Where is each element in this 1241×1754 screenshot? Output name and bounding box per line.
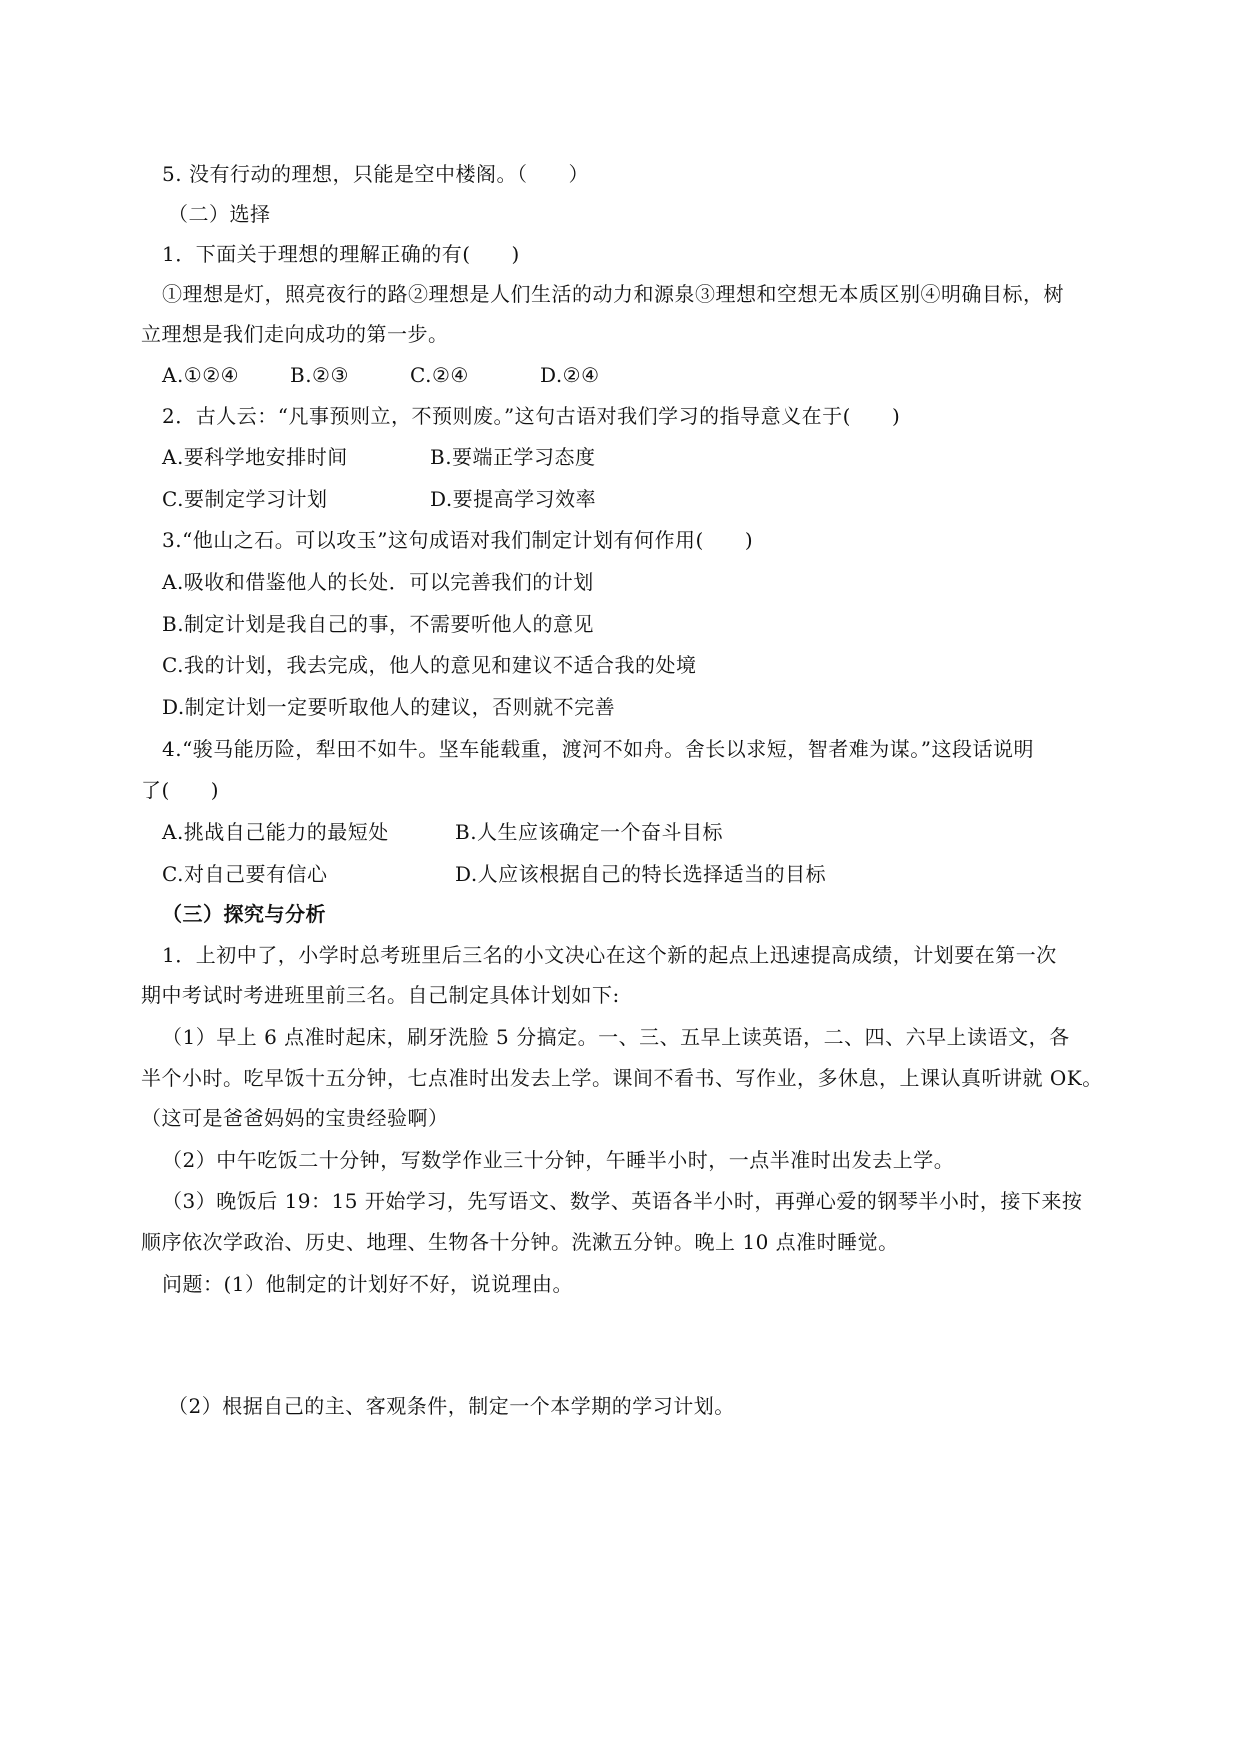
choice-q4-stem-line2: 了( )	[141, 778, 220, 802]
choice-q2-option-a: A.要科学地安排时间	[162, 445, 348, 469]
choice-q1-option-d: D.②④	[540, 363, 600, 387]
analysis-question-1: 问题：(1）他制定的计划好不好，说说理由。	[162, 1272, 574, 1296]
choice-q1-stem: 1．下面关于理想的理解正确的有( )	[162, 242, 520, 266]
choice-q3-option-a: A.吸收和借鉴他人的长处．可以完善我们的计划	[162, 570, 594, 594]
choice-q1-body-line1: ①理想是灯，照亮夜行的路②理想是人们生活的动力和源泉③理想和空想无本质区别④明确目标，树	[162, 282, 1064, 306]
choice-q3-option-b: B.制定计划是我自己的事，不需要听他人的意见	[162, 612, 595, 636]
choice-q2-option-d: D.要提高学习效率	[430, 487, 597, 511]
choice-q2-option-c: C.要制定学习计划	[162, 487, 328, 511]
analysis-q1-line2: 期中考试时考进班里前三名。自己制定具体计划如下:	[141, 983, 620, 1007]
plan-part2: （2）中午吃饭二十分钟，写数学作业三十分钟，午睡半小时，一点半准时出发去上学。	[162, 1148, 955, 1172]
section-title-choice: （二）选择	[168, 202, 271, 226]
plan-part3-line1: （3）晚饭后 19：15 开始学习，先写语文、数学、英语各半小时，再弹心爱的钢琴半小时，接下来按	[162, 1189, 1083, 1213]
analysis-question-2: （2）根据自己的主、客观条件，制定一个本学期的学习计划。	[168, 1394, 735, 1418]
plan-part3-line2: 顺序依次学政治、历史、地理、生物各十分钟。洗漱五分钟。晚上 10 点准时睡觉。	[141, 1230, 899, 1254]
choice-q3-stem: 3.“他山之石。可以攻玉”这句成语对我们制定计划有何作用( )	[162, 528, 754, 552]
choice-q4-stem-line1: 4.“骏马能历险，犁田不如牛。坚车能载重，渡河不如舟。舍长以求短，智者难为谋。”这段话说明	[162, 737, 1035, 761]
choice-q2-stem: 2．古人云：“凡事预则立，不预则废。”这句古语对我们学习的指导意义在于( )	[162, 404, 901, 428]
choice-q3-option-c: C.我的计划，我去完成，他人的意见和建议不适合我的处境	[162, 653, 697, 677]
choice-q4-option-d: D.人应该根据自己的特长选择适当的目标	[455, 862, 827, 886]
section-title-analysis: （三）探究与分析	[162, 902, 326, 926]
choice-q3-option-d: D.制定计划一定要听取他人的建议，否则就不完善	[162, 695, 616, 719]
plan-part1-line2: 半个小时。吃早饭十五分钟，七点准时出发去上学。课间不看书、写作业，多休息，上课认真听讲就 OK。	[141, 1066, 1103, 1090]
analysis-q1-line1: 1．上初中了，小学时总考班里后三名的小文决心在这个新的起点上迅速提高成绩，计划要在第一次	[162, 943, 1057, 967]
choice-q1-option-b: B.②③	[290, 363, 349, 387]
plan-part1-line1: （1）早上 6 点准时起床，刷牙洗脸 5 分搞定。一、三、五早上读英语，二、四、六早上读语文，各	[162, 1025, 1070, 1049]
choice-q1-body-line2: 立理想是我们走向成功的第一步。	[141, 322, 449, 346]
true-false-q5: 5. 没有行动的理想，只能是空中楼阁。（ ）	[162, 162, 589, 186]
choice-q1-option-c: C.②④	[410, 363, 469, 387]
choice-q4-option-a: A.挑战自己能力的最短处	[162, 820, 389, 844]
choice-q4-option-c: C.对自己要有信心	[162, 862, 328, 886]
plan-part1-line3: （这可是爸爸妈妈的宝贵经验啊）	[141, 1106, 449, 1130]
choice-q2-option-b: B.要端正学习态度	[430, 445, 596, 469]
choice-q1-option-a: A.①②④	[162, 363, 240, 387]
choice-q4-option-b: B.人生应该确定一个奋斗目标	[455, 820, 724, 844]
